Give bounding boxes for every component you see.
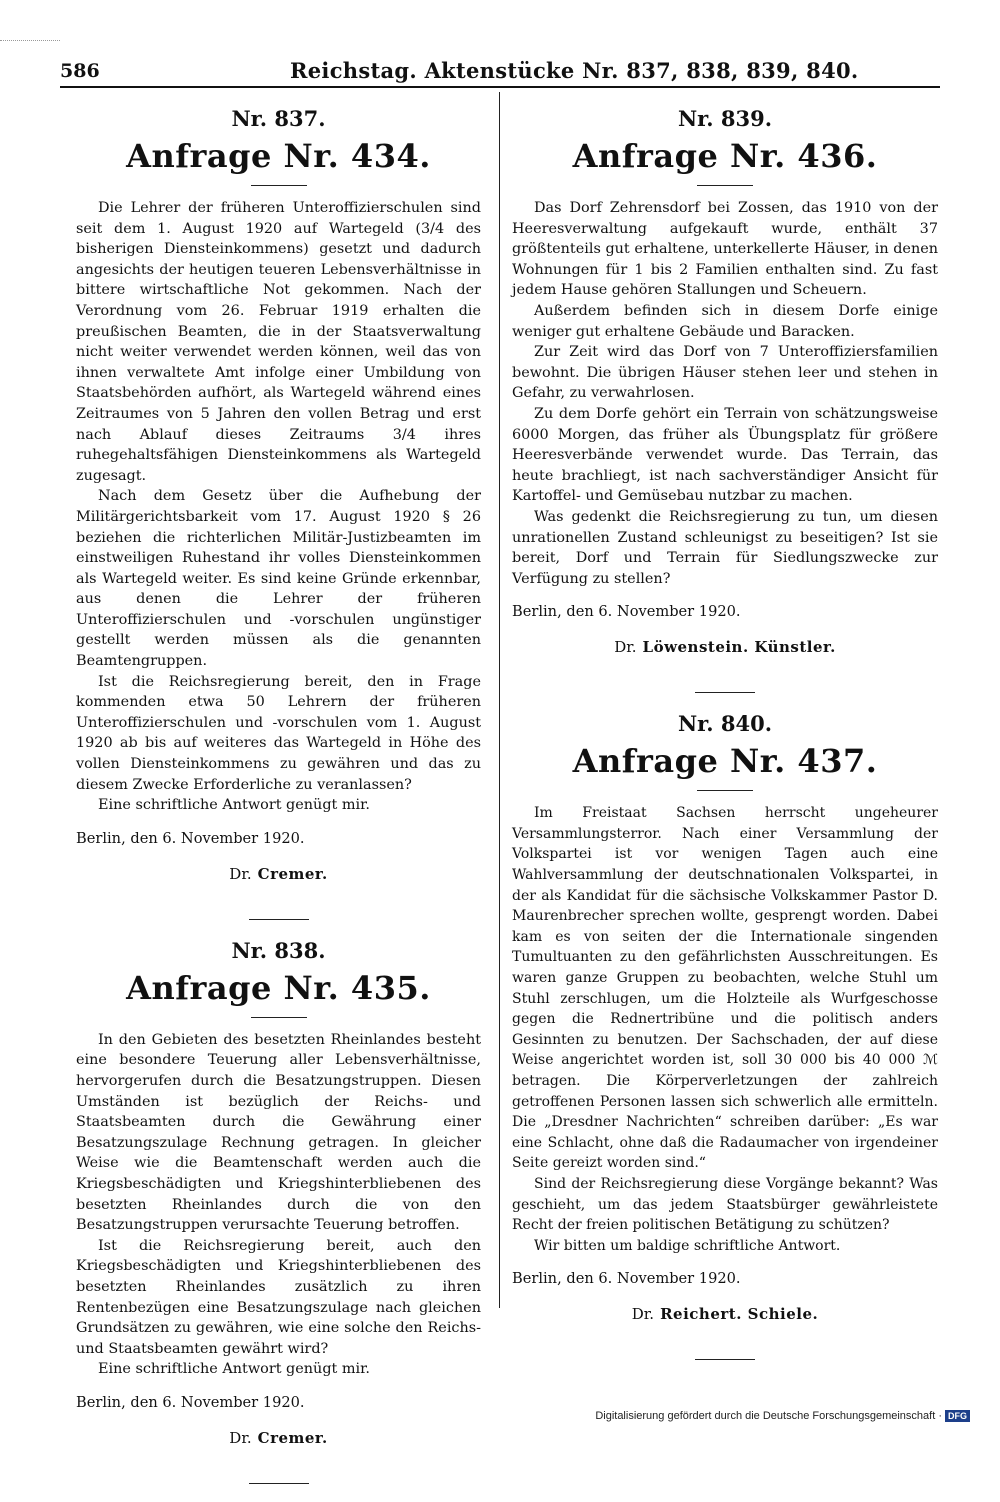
dateline: Berlin, den 6. November 1920. (76, 1393, 305, 1411)
dfg-logo: DFG (945, 1410, 970, 1422)
signature-title: Dr. (614, 638, 637, 657)
article-title: Anfrage Nr. 435. (126, 968, 431, 1007)
signature-names: Cremer. (257, 864, 328, 883)
title-rule (697, 790, 753, 791)
header-rule (60, 86, 940, 88)
signature (512, 1305, 938, 1323)
dateline: Berlin, den 6. November 1920. (512, 603, 741, 621)
article-separator (249, 919, 309, 920)
column-divider (499, 92, 500, 1308)
running-title: Reichstag. Aktenstücke Nr. 837, 838, 839, 840. (290, 58, 859, 83)
paragraph: Im Freistaat Sachsen herrscht ungeheurer Versammlungsterror. Nach einer Versammlung der Volkspartei ist vor wenigen Tagen auch eine Wahlversammlung der deutschnationalen Volkspartei, in der als Kandidat für die sächsische Volkskammer Pastor D. Maurenbrecher sprechen wollte, gesprengt worden. Dabei kam es von seiten der die Internationale singenden Tumultuanten zu den gefährlichsten Ausschreitungen. Es waren ganze Gruppen zu beobachten, welche Stuhl um Stuhl zerschlugen, um die Holzteile als Wurfgeschosse gegen die Rednertribüne und die politisch anders Gesinnten zu benutzen. Der Sachschaden, der auf diese Weise angerichtet worden ist, soll 30 000 bis 40 000 ℳ betragen. Die Körperverletzungen der zahlreich getroffenen Personen lassen sich schwerlich alle ermitteln. Die „Dresdner Nachrichten“ schreiben darüber: „Es war eine Schlacht, ohne daß die Radaumacher von irgendeiner Seite gereizt worden sind.“ (512, 805, 938, 1172)
paragraph: Das Dorf Zehrensdorf bei Zossen, das 1910 von der Heeresverwaltung aufgekauft wurde, enthält 37 größtenteils gut erhaltene, unterkellerte Häuser, in denen Wohnungen für 1 bis 2 Familien enthalten sind. Zu fast jedem Hause gehören Stallungen und Scheuern. (512, 200, 938, 299)
signature-title: Dr. (229, 1428, 252, 1447)
article-title: Anfrage Nr. 434. (126, 137, 431, 175)
paragraph: Zu dem Dorfe gehört ein Terrain von schätzungsweise 6000 Morgen, das früher als Übungsplatz für größere Heeresverbände verwendet wurde. Das Terrain, das heute brachliegt, ist nach sachverständiger Ansicht für Kartoffel- und Gemüsebau nutzbar zu machen. (512, 405, 938, 505)
article-number: Nr. 838. (231, 937, 326, 963)
article-title: Anfrage Nr. 436. (572, 137, 878, 175)
paragraph: Ist die Reichsregierung bereit, auch den Kriegsbeschädigten und Kriegshinterbliebenen des besetzten Rheinlandes zusätzlich zu ihren Rentenbezügen eine Besatzungszulage nach gleichen Grundsätzen zu gewähren, wie eine solche den Reichs- und Staatsbeamten gewährt wird? (76, 1237, 481, 1357)
paragraph: In den Gebieten des besetzten Rheinlandes besteht eine besondere Teuerung aller Lebensverhältnisse, hervorgerufen durch die Besatzungstruppen. Diesen Umständen ist bezüglich der Reichs- und Staatsbeamten durch die Gewährung einer Besatzungszulage Rechnung getragen. In gleicher Weise wie die Beamtenschaft werden auch die Kriegsbeschädigten und Kriegshinterbliebenen des besetzten Rheinlandes durch die von den Besatzungstruppen verursachte Teuerung betroffen. (76, 1031, 481, 1234)
signature (512, 638, 938, 656)
article-number: Nr. 839. (677, 106, 773, 131)
paragraph: Wir bitten um baldige schriftliche Antwort. (534, 1237, 841, 1254)
article-837 (76, 106, 481, 920)
paragraph: Sind der Reichsregierung diese Vorgänge bekannt? Was geschieht, um das jedem Staatsbürger gewährleistete Recht der freien politischen Betätigung zu schützen? (512, 1175, 938, 1234)
paragraph: Außerdem befinden sich in diesem Dorfe einige weniger gut erhaltene Gebäude und Baracken. (512, 302, 938, 340)
paragraph: Was gedenkt die Reichsregierung zu tun, um diesen unrationellen Zustand schleunigst zu beseitigen? Ist sie bereit, Dorf und Terrain für Siedlungszwecke zur Verfügung zu stellen? (512, 508, 938, 587)
left-column (76, 96, 481, 1502)
title-rule (251, 185, 307, 186)
article-title: Anfrage Nr. 437. (572, 742, 878, 781)
article-number: Nr. 840. (677, 711, 773, 737)
signature-names: Löwenstein. Künstler. (642, 638, 836, 657)
digitization-credit (595, 1410, 970, 1422)
paragraph: Nach dem Gesetz über die Aufhebung der Militärgerichtsbarkeit vom 17. August 1920 § 26 beziehen die richterlichen Militär-Justizbeamten im einstweiligen Ruhestand ihr volles Diensteinkommen als Wartegeld weiter. Es sind keine Gründe erkennbar, aus denen die Lehrer der früheren Unteroffizierschulen und -vorschulen ungünstiger gestellt werden müssen als die genannten Beamtengruppen. (76, 488, 481, 670)
article-838 (76, 938, 481, 1484)
signature (76, 1429, 481, 1447)
article-839 (512, 106, 938, 693)
paragraph: Eine schriftliche Antwort genügt mir. (98, 1361, 371, 1378)
title-rule (697, 185, 753, 186)
paragraph: Eine schriftliche Antwort genügt mir. (98, 797, 371, 814)
article-number: Nr. 837. (231, 106, 326, 131)
scan-artifact (0, 40, 60, 47)
signature-names: Reichert. Schiele. (660, 1305, 819, 1324)
dateline: Berlin, den 6. November 1920. (512, 1270, 741, 1288)
paragraph: Ist die Reichsregierung bereit, den in Frage kommenden etwa 50 Lehrern der früheren Unteroffizierschulen und -vorschulen vom 1. August 1920 ab bis auf weiteres das Wartegeld in Höhe des vollen Diensteinkommens zu gewähren und das zu diesem Zwecke Erforderliche zu veranlassen? (76, 673, 481, 793)
title-rule (251, 1017, 307, 1018)
page-number: 586 (60, 60, 100, 82)
paragraph: Zur Zeit wird das Dorf von 7 Unteroffiziersfamilien bewohnt. Die übrigen Häuser stehen leer und stehen in Gefahr, zu verwahrlosen. (512, 344, 938, 402)
article-840 (512, 711, 938, 1360)
dateline: Berlin, den 6. November 1920. (76, 829, 305, 847)
article-separator (249, 1483, 309, 1484)
paragraph: Die Lehrer der früheren Unteroffizierschulen sind seit dem 1. August 1920 auf Wartegeld (3/4 des bisherigen Diensteinkommens) gesetzt und dadurch angesichts der heutigen teueren Lebensverhältnisse in bittere wirtschaftliche Not gekommen. Nach der Verordnung vom 26. Februar 1919 erhalten die preußischen Beamten, die in der Staatsverwaltung nicht weiter verwendet werden können, weil das von ihnen verwaltete Amt infolge einer Umbildung von Staatsbehörden aufhört, als Wartegeld während eines Zeitraumes von 5 Jahren den vollen Betrag und erst nach Ablauf dieses Zeitraums 3/4 ihres ruhegehaltsfähigen Diensteinkommens als Wartegeld zugesagt. (76, 200, 481, 484)
signature (76, 865, 481, 883)
signature-title: Dr. (631, 1305, 655, 1324)
right-column (512, 96, 938, 1378)
article-separator (695, 692, 755, 693)
article-separator (695, 1359, 755, 1360)
signature-title: Dr. (229, 864, 252, 883)
signature-names: Cremer. (257, 1428, 328, 1447)
credit-text: Digitalisierung gefördert durch die Deutsche Forschungsgemeinschaft · (595, 1410, 942, 1422)
